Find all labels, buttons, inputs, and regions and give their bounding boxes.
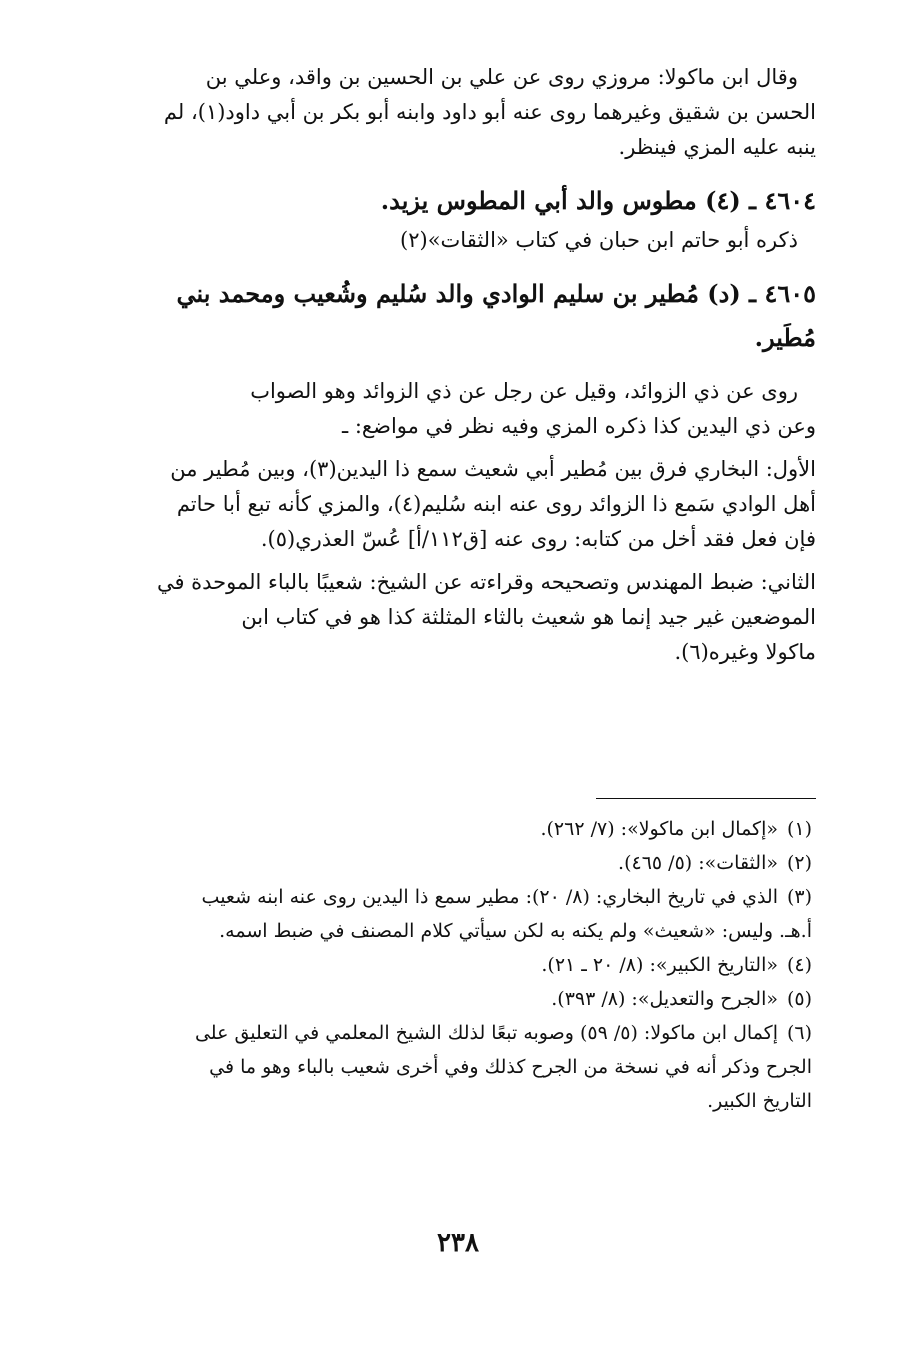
intro-line-1: وقال ابن ماكولا: مروزي روى عن علي بن الحسين بن واقد، وعلي بن <box>205 65 798 89</box>
entry-4604-text: ذكره أبو حاتم ابن حبان في كتاب «الثقات»(٢) <box>400 228 798 252</box>
footnote-5: (٥)«الجرح والتعديل»: (٨/ ٣٩٣). <box>551 988 812 1010</box>
intro-line-3: ينبه عليه المزي فينظر. <box>618 135 816 159</box>
footnote-6-cont-1: الجرح وذكر أنه في نسخة من الجرح كذلك وفي أخرى شعيب بالباء وهو ما في <box>209 1056 812 1078</box>
intro-line-2: الحسن بن شقيق وغيرهما روى عنه أبو داود وابنه أبو بكر بن أبي داود(١)، لم <box>163 100 816 124</box>
footnote-divider <box>596 798 816 799</box>
footnote-6-cont-2: التاريخ الكبير. <box>707 1090 812 1112</box>
entry-4605-p1-line-2: وعن ذي اليدين كذا ذكره المزي وفيه نظر في مواضع: ـ <box>342 414 816 438</box>
entry-4605-p3-line-3: ماكولا وغيره(٦). <box>674 640 816 664</box>
page-number: ٢٣٨ <box>437 1228 479 1258</box>
entry-4605-heading-1: ٤٦٠٥ ـ (د) مُطير بن سليم الوادي والد سُليم وشُعيب ومحمد بني <box>176 279 816 308</box>
footnote-6: (٦)إكمال ابن ماكولا: (٥/ ٥٩) وصوبه تبعًا لذلك الشيخ المعلمي في التعليق على <box>194 1022 812 1044</box>
entry-4605-p1-line-1: روى عن ذي الزوائد، وقيل عن رجل عن ذي الزوائد وهو الصواب <box>250 379 798 403</box>
footnote-3-cont: أ.هـ. وليس: «شعيث» ولم يكنه به لكن سيأتي كلام المصنف في ضبط اسمه. <box>219 920 812 942</box>
entry-4605-p3-line-2: الموضعين غير جيد إنما هو شعيث بالثاء المثلثة كذا هو في كتاب ابن <box>241 605 816 629</box>
entry-4605-p2-line-1: الأول: البخاري فرق بين مُطير أبي شعيث سمع ذا اليدين(٣)، وبين مُطير من <box>170 457 816 481</box>
entry-4605-p3-line-1: الثاني: ضبط المهندس وتصحيحه وقراءته عن الشيخ: شعيبًا بالباء الموحدة في <box>156 570 816 594</box>
footnote-4: (٤)«التاريخ الكبير»: (٨/ ٢٠ ـ ٢١). <box>541 954 812 976</box>
entry-4605-p2-line-2: أهل الوادي سَمع ذا الزوائد روى عنه ابنه سُليم(٤)، والمزي كأنه تبع أبا حاتم <box>176 492 816 516</box>
entry-4604-heading: ٤٦٠٤ ـ (٤) مطوس والد أبي المطوس يزيد. <box>380 186 816 215</box>
footnote-2: (٢)«الثقات»: (٥/ ٤٦٥). <box>618 852 812 874</box>
entry-4605-p2-line-3: فإن فعل فقد أخل من كتابه: روى عنه [ق١١٢/أ] عُسّ العذري(٥). <box>260 527 816 551</box>
entry-4605-heading-2: مُطَير. <box>754 323 816 352</box>
main-text <box>100 60 816 670</box>
footnote-1: (١)«إكمال ابن ماكولا»: (٧/ ٢٦٢). <box>540 818 812 840</box>
footnote-3: (٣)الذي في تاريخ البخاري: (٨/ ٢٠): مطير سمع ذا اليدين روى عنه ابنه شعيب <box>201 886 812 908</box>
footnotes <box>100 812 816 1118</box>
